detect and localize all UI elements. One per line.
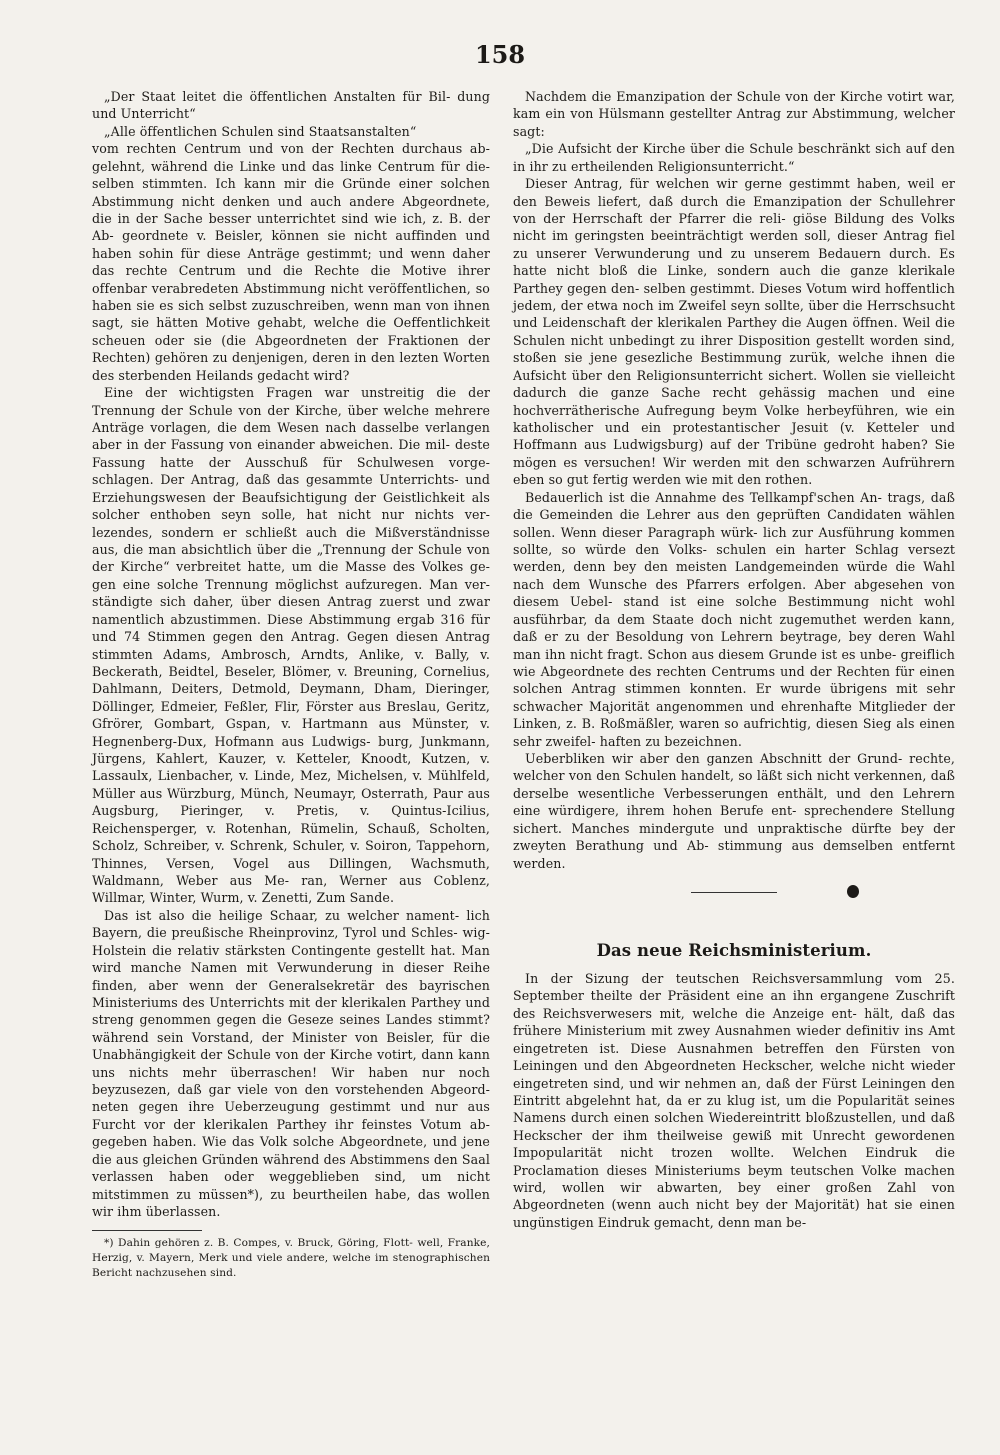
left-column-paragraph: Das ist also die heilige Schaar, zu welcher nament- lich Bayern, die preußische Rheinprovinz, Tyrol und Schles- wig-Holstein die relativ stärksten Contingente gestellt hat. Man wird manche Namen mit Verwunderung in dieser Reihe finden, aber wenn der Generalsekretär des bayrischen Ministeriums des Unterrichts mit der klerikalen Parthey und streng genommen gegen die Geseze seines Landes stimmt? während sein Vorstand, der Minister von Beisler, für die Unabhängigkeit der Schule von der Kirche votirt, dann kann uns nichts mehr überraschen! Wir haben nur noch beyzusezen, daß gar viele von den vorstehenden Abgeord- neten gegen ihre Ueberzeugung gestimmt und nur aus Furcht vor der klerikalen Parthey ihr feinstes Votum ab- gegeben haben. Wie das Volk solche Abgeordnete, und jene die aus gleichen Gründen während des Abstimmens den Saal verlassen haben oder weggeblieben sind, um nicht mitstimmen zu müssen*), zu beurtheilen habe, das wollen wir ihm überlassen. [92, 907, 490, 1219]
left-column [92, 88, 490, 1281]
left-column-paragraph: „Alle öffentlichen Schulen sind Staatsanstalten“ [104, 123, 417, 139]
left-column-paragraph: Eine der wichtigsten Fragen war unstreitig die der Trennung der Schule von der Kirche, über welche mehrere Anträge vorlagen, die dem Wesen nach dasselbe verlangen aber in der Fassung von einander abweichen. Die mil- deste Fassung hatte der Ausschuß für Schulwesen vorge- schlagen. Der Antrag, daß das gesammte Unterrichts- und Erziehungswesen der Beaufsichtigung der Geistlichkeit als solcher enthoben seyn solle, hat nicht nur nichts ver- lezendes, sondern er schließt auch die Mißverständnisse aus, die man absichtlich über die „Trennung der Schule von der Kirche“ verbreitet hatte, um die Masse des Volkes ge- gen eine solche Trennung möglichst aufzuregen. Man ver- ständigte sich daher, über diesen Antrag zuerst und zwar namentlich abzustimmen. Diese Abstimmung ergab 316 für und 74 Stimmen gegen den Antrag. Gegen diesen Antrag stimmten Adams, Ambrosch, Arndts, Anlike, v. Bally, v. Beckerath, Beidtel, Beseler, Blömer, v. Breuning, Cornelius, Dahlmann, Deiters, Detmold, Deymann, Dham, Dieringer, Döllinger, Edmeier, Feßler, Flir, Förster aus Breslau, Geritz, Gfrörer, Gombart, Gspan, v. Hartmann aus Münster, v. Hegnenberg-Dux, Hofmann aus Ludwigs- burg, Junkmann, Jürgens, Kahlert, Kauzer, v. Ketteler, Knoodt, Kutzen, v. Lassaulx, Lienbacher, v. Linde, Mez, Michelsen, v. Mühlfeld, Müller aus Würzburg, Münch, Neumayr, Osterrath, Paur aus Augsburg, Pieringer, v. Pretis, v. Quintus-Icilius, Reichensperger, v. Rotenhan, Rümelin, Schauß, Scholten, Scholz, Schreiber, v. Schrenk, Schuler, v. Soiron, Tappehorn, Thinnes, Versen, Vogel aus Dillingen, Wachsmuth, Waldmann, Weber aus Me- ran, Werner aus Coblenz, Willmar, Winter, Wurm, v. Zenetti, Zum Sande. [92, 385, 490, 906]
left-column-paragraphs [92, 88, 490, 1220]
page-number: 158 [474, 40, 526, 69]
ink-blot [847, 885, 859, 898]
right-column-paragraph: Ueberbliken wir aber den ganzen Abschnitt der Grund- rechte, welcher von den Schulen handelt, so läßt sich nicht verkennen, daß derselbe wesentliche Verbesserungen enthält, und den Lehrern eine würdigere, ihrem hohen Berufe ent- sprechendere Stellung sichert. Manches mindergute und unpraktische dürfte bey der zweyten Berathung und Ab- stimmung aus demselben entfernt werden. [513, 751, 955, 871]
section-body-paragraph: In der Sizung der teutschen Reichsversammlung vom 25. September theilte der Präsident eine an ihn ergangene Zuschrift des Reichsverwesers mit, welche die Anzeige ent- hält, daß das frühere Ministerium mit zwey Ausnahmen wieder definitiv ins Amt eingetreten ist. Diese Ausnahmen betreffen den Fürsten von Leiningen und den Abgeordneten Heckscher, welche nicht wieder eingetreten sind, und wir nehmen an, daß der Fürst Leiningen den Eintritt abgelehnt hat, da er zu klug ist, um die Popularität seines Namens durch einen solchen Wiedereintritt bloßzustellen, und daß Heckscher der ihm theilweise gewiß mit Unrecht gewordenen Impopularität nicht trozen wollte. Welchen Eindruk die Proclamation dieses Ministeriums beym teutschen Volke machen wird, wollen wir abwarten, bey einer großen Zahl von Abgeordneten (wenn auch nicht bey der Majorität) hat sie einen ungünstigen Eindruk gemacht, denn man be- [513, 970, 955, 1230]
left-column-paragraph: „Der Staat leitet die öffentlichen Anstalten für Bil- dung und Unterricht“ [92, 89, 490, 122]
left-column-paragraph: vom rechten Centrum und von der Rechten durchaus ab- gelehnt, während die Linke und das linke Centrum für die- selben stimmten. Ich kann mir die Gründe einer solchen Abstimmung nicht denken und auch andere Abgeordnete, die in der Sache besser unterrichtet sind wie ich, z. B. der Ab- geordnete v. Beisler, können sie nicht auffinden und haben sohin für diese Anträge gestimmt; und wenn daher das rechte Centrum und die Rechte die Motive ihrer offenbar verabredeten Abstimmung nicht veröffentlichen, so haben sie es sich selbst zuzuschreiben, wenn man von ihnen sagt, sie hätten Motive gehabt, welche die Oeffentlichkeit scheuen oder sie (die Abgeordneten der Fraktionen der Rechten) gehören zu denjenigen, deren in den lezten Worten des sterbenden Heilands gedacht wird? [92, 141, 490, 383]
right-column-paragraph: Nachdem die Emanzipation der Schule von der Kirche votirt war, kam ein von Hülsmann gestellter Antrag zur Abstimmung, welcher sagt: [513, 89, 955, 139]
footnote [92, 1236, 490, 1280]
right-column-paragraph: Dieser Antrag, für welchen wir gerne gestimmt haben, weil er den Beweis liefert, daß durch die Emanzipation der Schullehrer von der Herrschaft der Pfarrer die reli- giöse Bildung des Volks nicht im geringsten beeinträchtigt werden soll, dieser Antrag fiel zu unserer Verwunderung und zu unserem Bedauern durch. Es hatte nicht bloß die Linke, sondern auch die ganze klerikale Parthey gegen den- selben gestimmt. Dieses Votum wird hoffentlich jedem, der etwa noch im Zweifel seyn sollte, über die Herrschsucht und Leidenschaft der klerikalen Parthey die Augen öffnen. Weil die Schulen nicht unbedingt zu ihrer Disposition gestellt worden sind, stoßen sie jene gesezliche Bestimmung zurük, welche ihnen die Aufsicht über den Religionsunterricht sichert. Wollen sie vielleicht dadurch die ganze Sache recht gehässig machen und eine hochverrätherische Aufregung beym Volke herbeyführen, wie ein katholischer und ein protestantischer Jesuit (v. Ketteler und Hoffmann aus Ludwigsburg) auf der Tribüne gedroht haben? Sie mögen es versuchen! Wir werden mit den schwarzen Aufrührern eben so gut fertig werden wie mit den rothen. [513, 176, 955, 488]
right-column [513, 88, 955, 1231]
section-heading: Das neue Reichsministerium. [596, 940, 872, 960]
footnote-rule [92, 1230, 202, 1231]
right-column-paragraph: Bedauerlich ist die Annahme des Tellkampf'schen An- trags, daß die Gemeinden die Lehrer aus den geprüften Candidaten wählen sollen. Wenn dieser Paragraph würk- lich zur Ausführung kommen sollte, so würde den Volks- schulen ein harter Schlag versezt werden, denn bey den meisten Landgemeinden würde die Wahl nach dem Wunsche des Pfarrers erfolgen. Aber abgesehen von diesem Uebel- stand ist eine solche Bestimmung nicht wohl ausführbar, da dem Staate doch nicht zugemuthet werden kann, daß er zu der Besoldung von Lehrern beytrage, bey deren Wahl man ihn nicht fragt. Schon aus diesem Grunde ist es unbe- greiflich wie Abgeordnete des rechten Centrums und der Rechten für einen solchen Antrag stimmen konnten. Er wurde übrigens mit sehr schwacher Majorität angenommen und ehrenhafte Mitglieder der Linken, z. B. Roßmäßler, waren so aufrichtig, diesen Sieg als einen sehr zweifel- haften zu bezeichnen. [513, 489, 955, 749]
section-body [513, 970, 955, 1231]
separator-rule [691, 892, 777, 893]
footnote-text: *) Dahin gehören z. B. Compes, v. Bruck, Göring, Flott- well, Franke, Herzig, v. Mayern, Merk und viele andere, welche im stenographischen Bericht nachzusehen sind. [92, 1237, 490, 1280]
right-column-paragraphs [513, 88, 955, 872]
section-separator [513, 872, 955, 910]
right-column-paragraph: „Die Aufsicht der Kirche über die Schule beschränkt sich auf den in ihr zu ertheilenden Religionsunterricht.“ [513, 141, 955, 174]
